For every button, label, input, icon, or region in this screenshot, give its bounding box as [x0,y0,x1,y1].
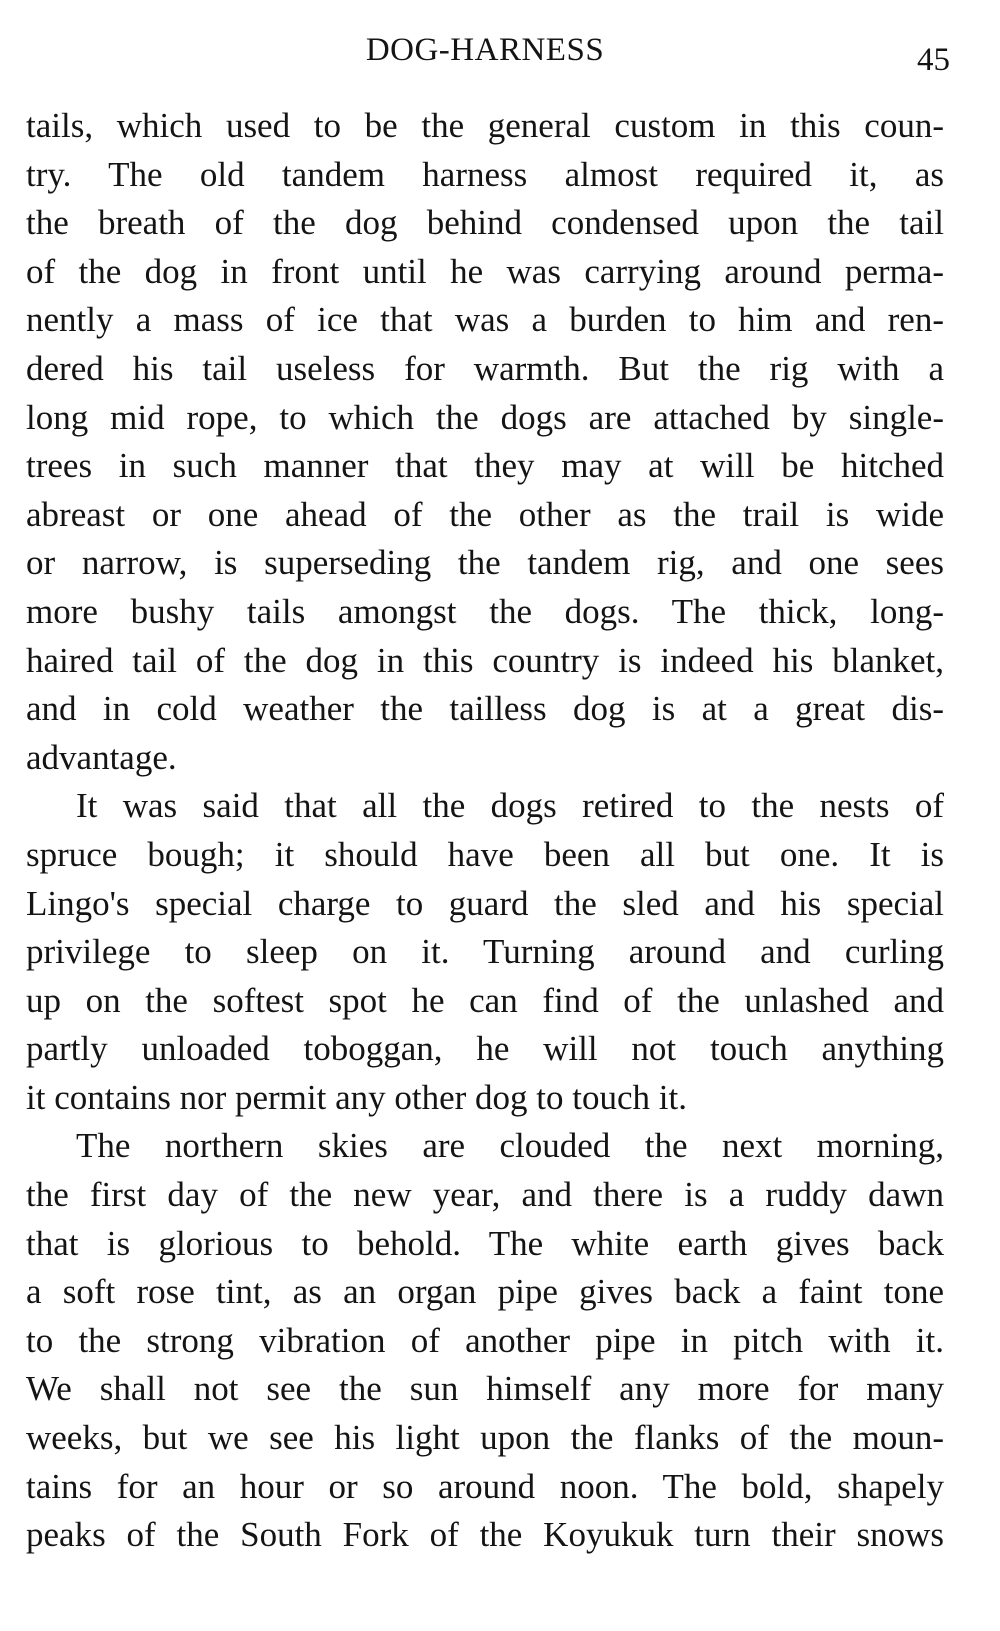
text-line: to the strong vibration of another pipe in pitch with it. [26,1320,944,1360]
text-line: abreast or one ahead of the other as the trail is wide [26,494,944,534]
text-line: that is glorious to behold. The white earth gives back [26,1223,944,1263]
text-line: more bushy tails amongst the dogs. The thick, long- [26,591,944,631]
text-line: spruce bough; it should have been all but one. It is [26,834,944,874]
text-line: a soft rose tint, as an organ pipe gives back a faint tone [26,1272,944,1312]
text-line: nently a mass of ice that was a burden to him and ren- [26,300,944,340]
body-text [26,102,944,1560]
text-line: tails, which used to be the general custom in this coun- [26,106,944,145]
text-line: advantage. [26,737,177,777]
text-line: try. The old tandem harness almost required it, as [26,154,944,194]
paragraph-1 [26,102,944,782]
text-line: dered his tail useless for warmth. But the rig with a [26,348,944,388]
text-line: it contains nor permit any other dog to touch it. [26,1077,687,1117]
text-line: trees in such manner that they may at will be hitched [26,446,944,486]
text-line: long mid rope, to which the dogs are attached by single- [26,397,944,437]
book-page [26,0,950,1631]
text-line: the breath of the dog behind condensed upon the tail [26,203,944,243]
text-line: partly unloaded toboggan, he will not touch anything [26,1029,944,1069]
paragraph-2 [26,782,944,1122]
text-line: The northern skies are clouded the next morning, [76,1126,944,1166]
text-line: or narrow, is superseding the tandem rig, and one sees [26,543,944,583]
text-line: tains for an hour or so around noon. The bold, shapely [26,1466,944,1506]
text-line: peaks of the South Fork of the Koyukuk turn their snows [26,1515,944,1555]
running-head [26,30,950,78]
text-line: up on the softest spot he can find of the unlashed and [26,980,944,1020]
text-line: weeks, but we see his light upon the flanks of the moun- [26,1418,944,1458]
page-number: 45 [917,42,950,78]
text-line: of the dog in front until he was carrying around perma- [26,251,944,291]
paragraph-3 [26,1122,944,1559]
text-line: Lingo's special charge to guard the sled and his special [26,883,944,923]
text-line: haired tail of the dog in this country is indeed his blanket, [26,640,944,680]
text-line: It was said that all the dogs retired to the nests of [76,786,944,826]
running-title: DOG-HARNESS [365,32,605,68]
text-line: and in cold weather the tailless dog is at a great dis- [26,689,944,729]
text-line: the first day of the new year, and there is a ruddy dawn [26,1175,944,1215]
text-line: We shall not see the sun himself any more for many [26,1369,944,1409]
text-line: privilege to sleep on it. Turning around and curling [26,932,944,972]
